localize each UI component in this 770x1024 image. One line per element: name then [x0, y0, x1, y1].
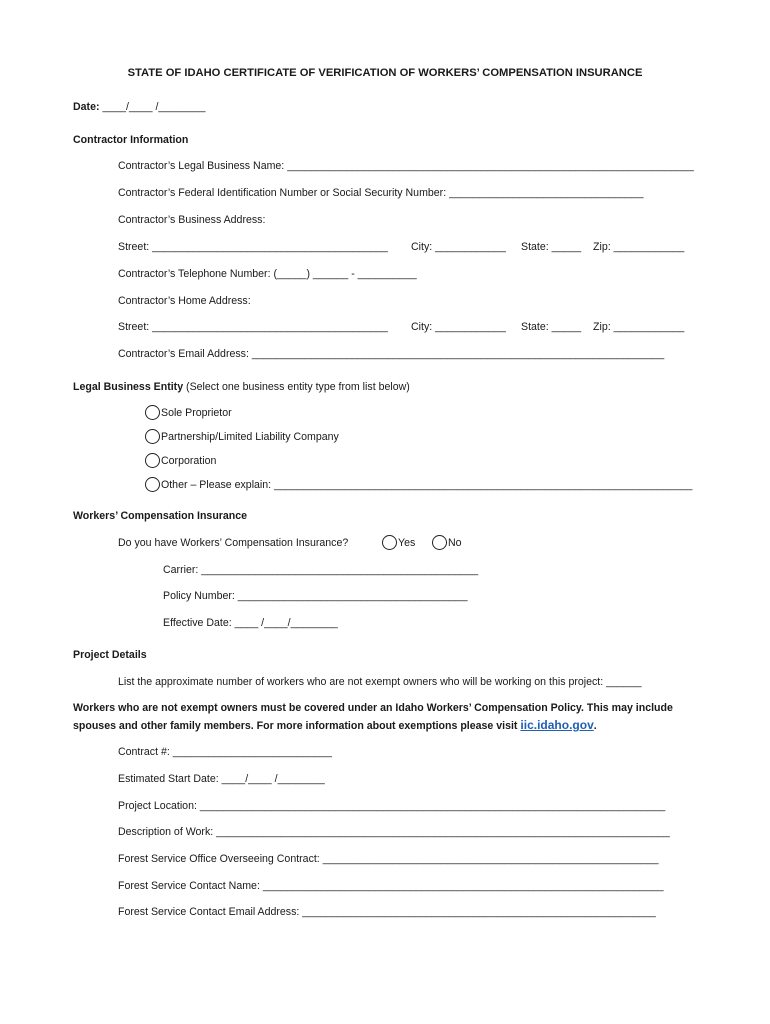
- entity-heading-row: [73, 380, 410, 394]
- contract-number-field[interactable]: Contract #: ___________________________: [118, 746, 332, 758]
- iic-link[interactable]: iic.idaho.gov: [520, 718, 594, 732]
- date-row: [73, 100, 206, 114]
- home-state-field[interactable]: State: _____: [521, 321, 582, 333]
- yes-label: Yes: [398, 537, 416, 549]
- insurance-heading: Workers’ Compensation Insurance: [73, 510, 248, 522]
- carrier-field[interactable]: Carrier: _______________________________________________: [163, 564, 479, 576]
- work-description-field[interactable]: Description of Work: _____________________________________________________________________________: [118, 826, 670, 838]
- entity-option-label: Sole Proprietor: [161, 407, 232, 419]
- email-field[interactable]: Contractor’s Email Address: ______________________________________________________________________: [118, 348, 665, 360]
- home-address-label: Contractor’s Home Address:: [118, 295, 251, 307]
- start-date-field[interactable]: Estimated Start Date: ____/____ /________: [118, 773, 325, 785]
- effective-date-field[interactable]: Effective Date: ____ /____/________: [163, 617, 338, 629]
- home-street-field[interactable]: Street: ________________________________________: [118, 321, 388, 333]
- notice-line-1: Workers who are not exempt owners must be covered under an Idaho Workers’ Compensation Policy. This may include: [73, 702, 673, 714]
- federal-id-field[interactable]: Contractor’s Federal Identification Number or Social Security Number: _________________________________: [118, 187, 644, 199]
- project-heading: Project Details: [73, 649, 147, 661]
- overseeing-office-field[interactable]: Forest Service Office Overseeing Contract: _________________________________________________________: [118, 853, 659, 865]
- entity-option-label: Partnership/Limited Liability Company: [161, 431, 339, 443]
- business-street-field[interactable]: Street: ________________________________________: [118, 241, 388, 253]
- insurance-yes-option[interactable]: [382, 535, 415, 550]
- exemption-notice: [73, 700, 703, 735]
- contact-email-field[interactable]: Forest Service Contact Email Address: ____________________________________________________________: [118, 906, 656, 918]
- entity-option-other[interactable]: [145, 477, 692, 492]
- entity-option-corporation[interactable]: [145, 453, 216, 468]
- radio-icon[interactable]: [382, 535, 397, 550]
- radio-icon[interactable]: [145, 405, 160, 420]
- no-label: No: [448, 537, 462, 549]
- entity-option-label: Corporation: [161, 455, 217, 467]
- insurance-question: Do you have Workers’ Compensation Insurance?: [118, 537, 349, 549]
- notice-line-2-end: .: [593, 720, 597, 732]
- radio-icon[interactable]: [432, 535, 447, 550]
- entity-option-sole-proprietor[interactable]: [145, 405, 232, 420]
- business-city-field[interactable]: City: ____________: [411, 241, 506, 253]
- workers-count-field[interactable]: List the approximate number of workers who are not exempt owners who will be working on this project: ______: [118, 676, 642, 688]
- entity-option-label: Other – Please explain: _______________________________________________________________________: [161, 479, 693, 491]
- legal-name-field[interactable]: Contractor’s Legal Business Name: _____________________________________________________________________: [118, 160, 694, 172]
- contractor-heading: Contractor Information: [73, 134, 189, 146]
- entity-heading: Legal Business Entity: [73, 381, 184, 393]
- date-label: Date:: [73, 101, 100, 113]
- radio-icon[interactable]: [145, 429, 160, 444]
- form-title: STATE OF IDAHO CERTIFICATE OF VERIFICATION OF WORKERS’ COMPENSATION INSURANCE: [127, 67, 643, 79]
- date-field[interactable]: ____/____ /________: [102, 101, 206, 113]
- contact-name-field[interactable]: Forest Service Contact Name: ____________________________________________________________________: [118, 880, 664, 892]
- notice-line-2-text: spouses and other family members. For more information about exemptions please visit: [73, 720, 521, 732]
- radio-icon[interactable]: [145, 453, 160, 468]
- insurance-no-option[interactable]: [432, 535, 462, 550]
- notice-line-2: [73, 717, 703, 735]
- policy-number-field[interactable]: Policy Number: _______________________________________: [163, 590, 468, 602]
- entity-instruction: (Select one business entity type from list below): [183, 381, 410, 393]
- entity-option-partnership[interactable]: [145, 429, 339, 444]
- project-location-field[interactable]: Project Location: _______________________________________________________________________________: [118, 800, 666, 812]
- business-address-label: Contractor’s Business Address:: [118, 214, 266, 226]
- radio-icon[interactable]: [145, 477, 160, 492]
- business-state-field[interactable]: State: _____: [521, 241, 582, 253]
- home-city-field[interactable]: City: ____________: [411, 321, 506, 333]
- business-zip-field[interactable]: Zip: ____________: [593, 241, 685, 253]
- telephone-field[interactable]: Contractor’s Telephone Number: (_____) ______ - __________: [118, 268, 417, 280]
- home-zip-field[interactable]: Zip: ____________: [593, 321, 685, 333]
